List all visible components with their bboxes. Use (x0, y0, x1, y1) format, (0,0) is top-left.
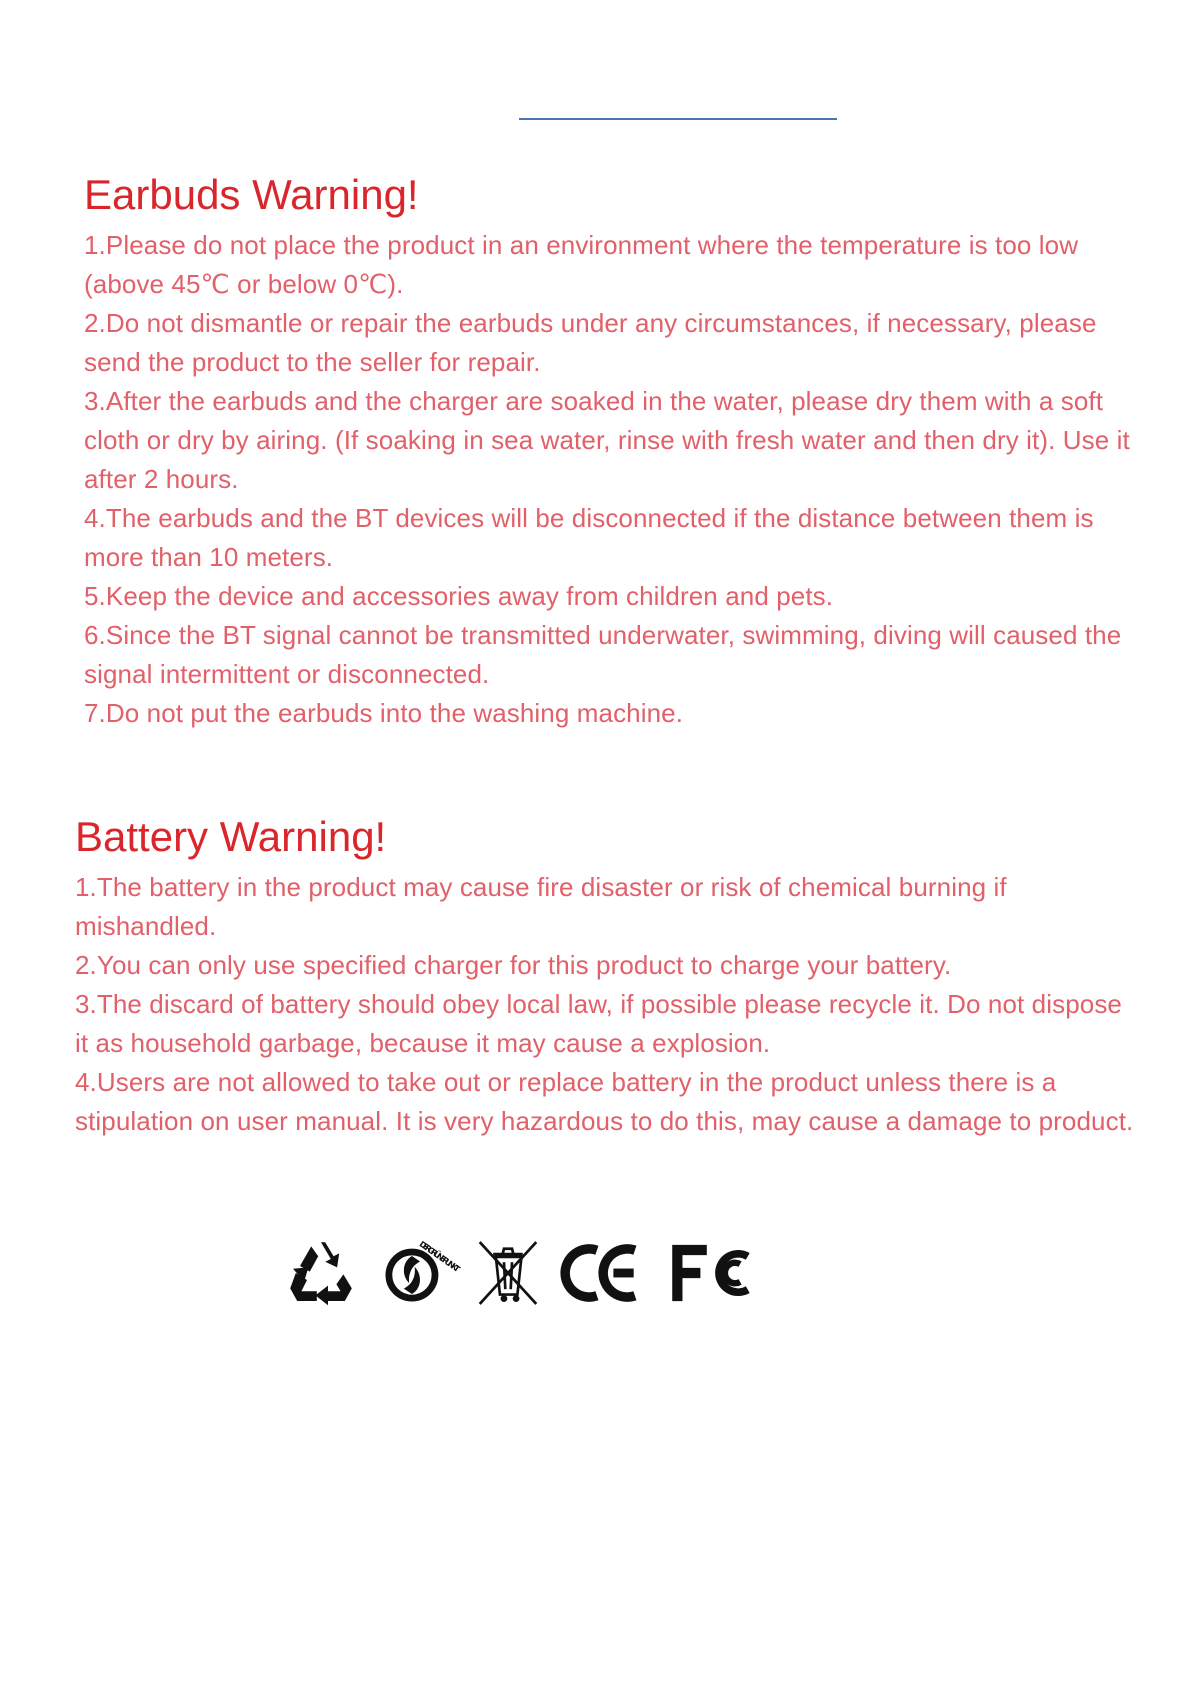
recycle-icon (286, 1238, 356, 1308)
list-item: 6.Since the BT signal cannot be transmitted underwater, swimming, diving will caused the signal intermittent or disconnected. (84, 620, 1122, 689)
list-item: 1.The battery in the product may cause fire disaster or risk of chemical burning if mishandled. (75, 872, 1007, 941)
earbuds-warning-title: Earbuds Warning! (84, 171, 419, 218)
list-item: 3.The discard of battery should obey local law, if possible please recycle it. Do not dispose it as household garbage, because it may cause a explosion. (75, 989, 1122, 1058)
list-item: 1.Please do not place the product in an environment where the temperature is too low (above 45℃ or below 0℃). (84, 230, 1079, 299)
battery-warning-section (75, 810, 1135, 1141)
list-item: 4.Users are not allowed to take out or replace battery in the product unless there is a stipulation on user manual. It is very hazardous to do this, may cause a damage to product. (75, 1067, 1134, 1136)
list-item: 3.After the earbuds and the charger are soaked in the water, please dry them with a soft cloth or dry by airing. (If soaking in sea water, rinse with fresh water and then dry it). Use it after 2 hours. (84, 386, 1130, 494)
list-item: 4.The earbuds and the BT devices will be disconnected if the distance between them is more than 10 meters. (84, 503, 1094, 572)
weee-crossed-bin-icon (474, 1238, 542, 1308)
header-rule (519, 118, 837, 120)
green-dot-label: DER GRÜNE PUNKT (417, 1238, 463, 1275)
battery-warning-title: Battery Warning! (75, 813, 387, 860)
compliance-symbols (286, 1233, 756, 1313)
list-item: 2.You can only use specified charger for this product to charge your battery. (75, 950, 952, 980)
earbuds-warning-list (84, 226, 1144, 733)
list-item: 5.Keep the device and accessories away from children and pets. (84, 581, 834, 611)
earbuds-warning-section (84, 168, 1144, 733)
green-dot-icon (382, 1233, 463, 1313)
fcc-mark-icon (668, 1241, 752, 1305)
list-item: 7.Do not put the earbuds into the washing machine. (84, 698, 684, 728)
ce-mark-icon (564, 1241, 640, 1305)
battery-warning-list (75, 868, 1135, 1141)
list-item: 2.Do not dismantle or repair the earbuds under any circumstances, if necessary, please send the product to the seller for repair. (84, 308, 1097, 377)
